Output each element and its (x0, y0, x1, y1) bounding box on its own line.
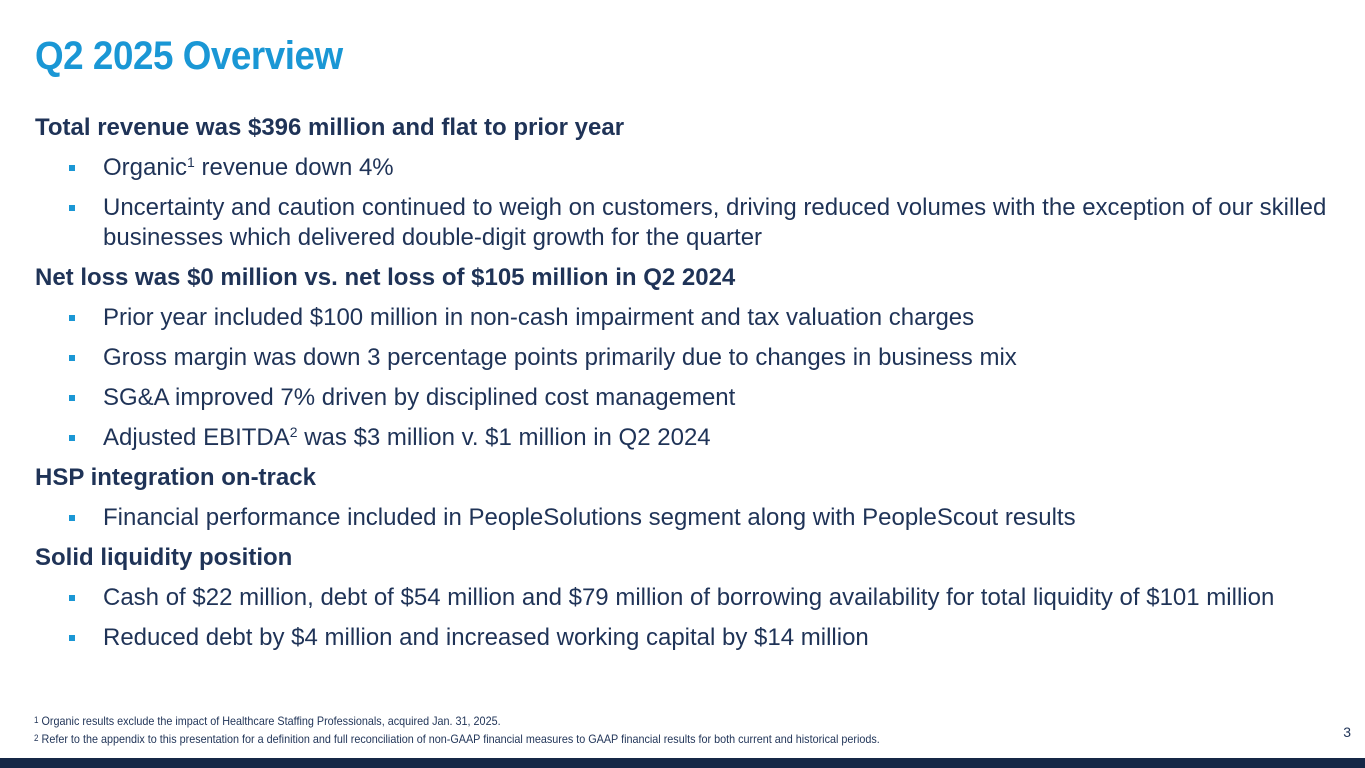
page-title: Q2 2025 Overview (35, 34, 343, 78)
net-loss-bullets (35, 303, 1333, 453)
bullet-marker-icon (69, 205, 75, 211)
footnote-2 (34, 730, 880, 748)
revenue-bullets (35, 153, 1333, 253)
bullet-text: revenue down 4% (194, 154, 394, 181)
bullet-marker-icon (69, 355, 75, 361)
bottom-bar (0, 758, 1365, 768)
bullet-marker-icon (69, 395, 75, 401)
bullet-marker-icon (69, 595, 75, 601)
list-item (35, 193, 1333, 253)
footnote-1 (34, 712, 880, 730)
list-item (35, 423, 1333, 453)
bullet-text: Cash of $22 million, debt of $54 million and $79 million of borrowing availability for total liquidity of $101 million (103, 584, 1275, 611)
list-item (35, 383, 1333, 413)
bullet-text: SG&A improved 7% driven by disciplined cost management (103, 384, 736, 411)
list-item (35, 153, 1333, 183)
overview-content (35, 113, 1333, 653)
bullet-text: Uncertainty and caution continued to weigh on customers, driving reduced volumes with the exception of our skilled businesses which delivered double-digit growth for the quarter (103, 194, 1327, 251)
section-heading-revenue: Total revenue was $396 million and flat to prior year (35, 114, 625, 141)
hsp-bullets (35, 503, 1333, 533)
bullet-text: Reduced debt by $4 million and increased working capital by $14 million (103, 624, 869, 651)
section-heading-liquidity: Solid liquidity position (35, 544, 293, 571)
bullet-text: Financial performance included in PeopleSolutions segment along with PeopleScout results (103, 504, 1076, 531)
footnote-text: Refer to the appendix to this presentation for a definition and full reconciliation of non-GAAP financial measures to GAAP financial results for both current and historical periods. (41, 732, 880, 746)
list-item (35, 623, 1333, 653)
bullet-text: Adjusted EBITDA (103, 424, 290, 451)
bullet-text: Organic (103, 154, 188, 181)
list-item (35, 343, 1333, 373)
list-item (35, 503, 1333, 533)
bullet-marker-icon (69, 165, 75, 171)
footnote-text: Organic results exclude the impact of Healthcare Staffing Professionals, acquired Jan. 31, 2025. (41, 714, 501, 728)
bullet-marker-icon (69, 635, 75, 641)
bullet-marker-icon (69, 315, 75, 321)
footnote-ref: 2 (289, 424, 298, 440)
liquidity-bullets (35, 583, 1333, 653)
list-item (35, 303, 1333, 333)
footnote-number: 2 (34, 733, 39, 743)
section-heading-hsp: HSP integration on-track (35, 464, 316, 491)
bullet-text: Prior year included $100 million in non-cash impairment and tax valuation charges (103, 304, 975, 331)
bullet-text: Gross margin was down 3 percentage points primarily due to changes in business mix (103, 344, 1017, 371)
page-number: 3 (1343, 724, 1351, 740)
section-heading-net-loss: Net loss was $0 million vs. net loss of $105 million in Q2 2024 (35, 264, 736, 291)
bullet-marker-icon (69, 515, 75, 521)
footnote-number: 1 (34, 715, 39, 725)
footnote-ref: 1 (187, 154, 195, 170)
bullet-text: was $3 million v. $1 million in Q2 2024 (297, 424, 711, 451)
list-item (35, 583, 1333, 613)
bullet-marker-icon (69, 435, 75, 441)
footnotes (34, 712, 880, 748)
